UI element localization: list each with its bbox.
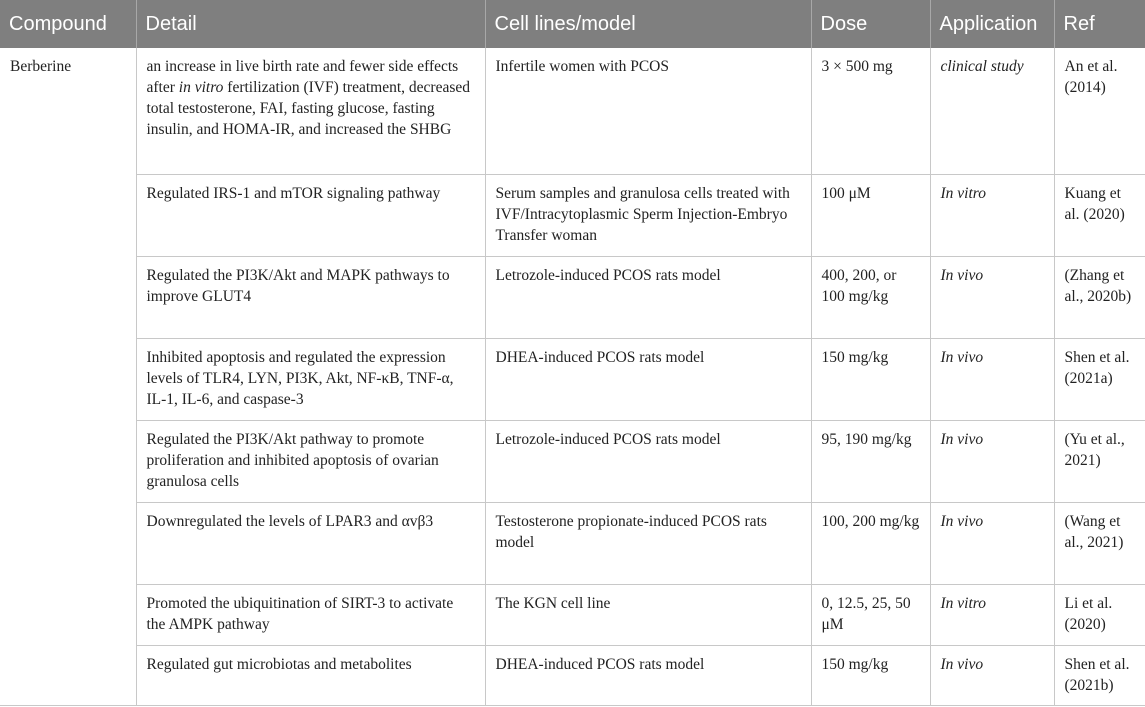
dose-cell: 95, 190 mg/kg — [811, 420, 930, 502]
model-cell: DHEA-induced PCOS rats model — [485, 338, 811, 420]
application-cell: clinical study — [930, 48, 1054, 174]
ref-cell: Li et al. (2020) — [1054, 584, 1145, 645]
dose-cell: 150 mg/kg — [811, 338, 930, 420]
header-dose: Dose — [811, 0, 930, 48]
detail-text-italic: in vitro — [178, 79, 224, 96]
detail-text-pre: an increase in live birth rate and fewer side effects after — [146, 58, 459, 96]
table-row — [0, 256, 1145, 338]
table-row — [0, 645, 1145, 705]
application-cell: In vivo — [930, 502, 1054, 584]
dose-cell: 100, 200 mg/kg — [811, 502, 930, 584]
detail-cell: Inhibited apoptosis and regulated the expression levels of TLR4, LYN, PI3K, Akt, NF-κB, TNF-α, IL-1, IL-6, and caspase-3 — [136, 338, 485, 420]
application-cell: In vivo — [930, 645, 1054, 705]
header-application: Application — [930, 0, 1054, 48]
detail-cell: Downregulated the levels of LPAR3 and αvβ3 — [136, 502, 485, 584]
ref-cell: Kuang et al. (2020) — [1054, 174, 1145, 256]
ref-cell: (Yu et al., 2021) — [1054, 420, 1145, 502]
detail-cell: Regulated gut microbiotas and metabolites — [136, 645, 485, 705]
header-detail: Detail — [136, 0, 485, 48]
detail-cell: Regulated the PI3K/Akt pathway to promote proliferation and inhibited apoptosis of ovarian granulosa cells — [136, 420, 485, 502]
model-cell: Testosterone propionate-induced PCOS rats model — [485, 502, 811, 584]
detail-cell: Regulated the PI3K/Akt and MAPK pathways to improve GLUT4 — [136, 256, 485, 338]
application-cell: In vitro — [930, 174, 1054, 256]
dose-cell: 0, 12.5, 25, 50 μM — [811, 584, 930, 645]
detail-cell: Promoted the ubiquitination of SIRT-3 to activate the AMPK pathway — [136, 584, 485, 645]
compound-cell: Berberine — [0, 48, 136, 705]
ref-cell: An et al. (2014) — [1054, 48, 1145, 174]
header-ref: Ref — [1054, 0, 1145, 48]
model-cell: Infertile women with PCOS — [485, 48, 811, 174]
table-row — [0, 48, 1145, 174]
table-row — [0, 502, 1145, 584]
detail-text-post: fertilization (IVF) treatment, decreased total testosterone, FAI, fasting glucose, fasting insulin, and HOMA-IR, and increased the SHBG — [146, 79, 470, 138]
header-compound: Compound — [0, 0, 136, 48]
table-row — [0, 584, 1145, 645]
dose-cell: 100 μM — [811, 174, 930, 256]
header-row — [0, 0, 1145, 48]
table-header — [0, 0, 1145, 48]
table-row — [0, 420, 1145, 502]
dose-cell: 150 mg/kg — [811, 645, 930, 705]
ref-cell: Shen et al. (2021a) — [1054, 338, 1145, 420]
table-body — [0, 48, 1145, 705]
table-row — [0, 174, 1145, 256]
model-cell: DHEA-induced PCOS rats model — [485, 645, 811, 705]
application-cell: In vivo — [930, 338, 1054, 420]
application-cell: In vitro — [930, 584, 1054, 645]
ref-cell: Shen et al. (2021b) — [1054, 645, 1145, 705]
model-cell: Letrozole-induced PCOS rats model — [485, 420, 811, 502]
application-cell: In vivo — [930, 256, 1054, 338]
dose-cell: 3 × 500 mg — [811, 48, 930, 174]
application-cell: In vivo — [930, 420, 1054, 502]
header-cell-lines-model: Cell lines/model — [485, 0, 811, 48]
ref-cell: (Zhang et al., 2020b) — [1054, 256, 1145, 338]
model-cell: Letrozole-induced PCOS rats model — [485, 256, 811, 338]
dose-cell: 400, 200, or 100 mg/kg — [811, 256, 930, 338]
detail-cell: Regulated IRS-1 and mTOR signaling pathway — [136, 174, 485, 256]
model-cell: Serum samples and granulosa cells treated with IVF/Intracytoplasmic Sperm Injection-Embryo Transfer woman — [485, 174, 811, 256]
table-row — [0, 338, 1145, 420]
ref-cell: (Wang et al., 2021) — [1054, 502, 1145, 584]
detail-cell — [136, 48, 485, 174]
model-cell: The KGN cell line — [485, 584, 811, 645]
